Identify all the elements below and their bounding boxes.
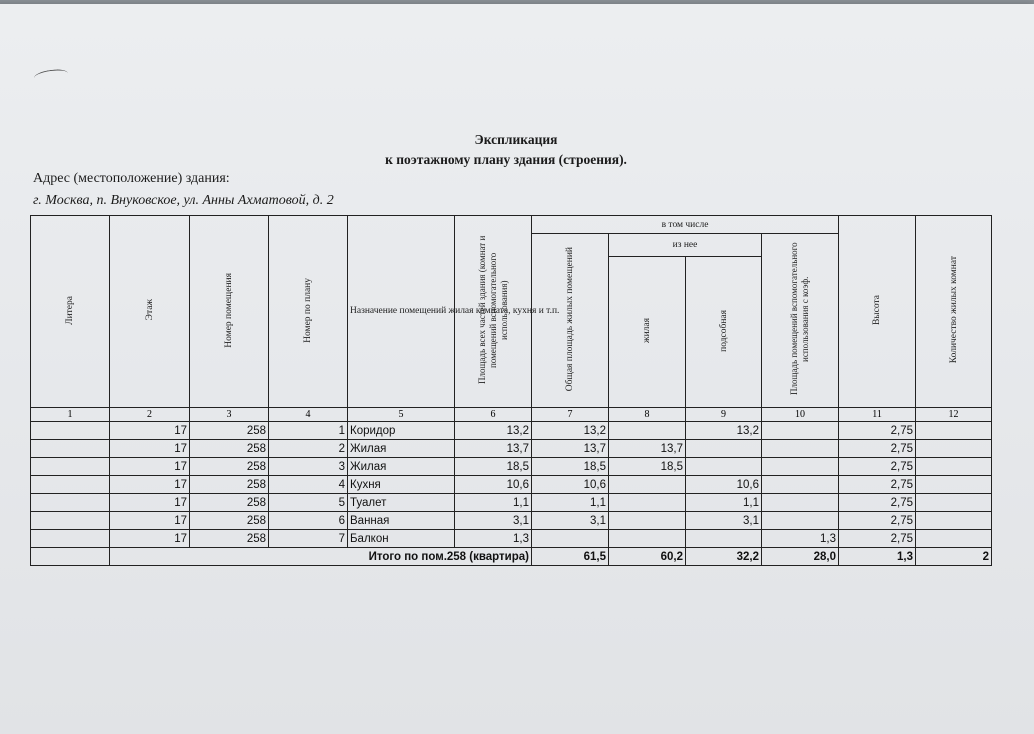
cell-aux-coef xyxy=(762,440,839,458)
cell-room: 258 xyxy=(190,458,269,476)
cell-area: 10,6 xyxy=(455,476,532,494)
column-number: 10 xyxy=(762,408,839,422)
cell-room: 258 xyxy=(190,476,269,494)
cell-litera xyxy=(31,476,110,494)
cell-floor: 17 xyxy=(110,440,190,458)
cell-living xyxy=(609,422,686,440)
cell-floor: 17 xyxy=(110,530,190,548)
cell-aux xyxy=(686,530,762,548)
cell-living xyxy=(609,530,686,548)
cell-aux: 10,6 xyxy=(686,476,762,494)
cell-living xyxy=(609,494,686,512)
table-row xyxy=(31,440,992,458)
total-living: 32,2 xyxy=(686,548,762,566)
cell-floor: 17 xyxy=(110,476,190,494)
cell-living-total: 13,7 xyxy=(532,440,609,458)
address-value: г. Москва, п. Внуковское, ул. Анны Ахматовой, д. 2 xyxy=(33,193,334,208)
header-total-area: Площадь всех частей здания (комнат и помещений вспомогательного использования) xyxy=(455,216,532,408)
cell-litera xyxy=(31,530,110,548)
cell-height: 2,75 xyxy=(839,458,916,476)
cell-name: Жилая xyxy=(348,458,455,476)
total-aux: 28,0 xyxy=(762,548,839,566)
document-title: Экспликация xyxy=(474,132,558,147)
cell-floor: 17 xyxy=(110,494,190,512)
cell-aux-coef xyxy=(762,476,839,494)
column-number: 5 xyxy=(348,408,455,422)
cell-name: Туалет xyxy=(348,494,455,512)
column-number: 1 xyxy=(31,408,110,422)
cell-plan: 5 xyxy=(269,494,348,512)
header-height: Высота xyxy=(839,216,916,408)
table-row xyxy=(31,530,992,548)
cell-room: 258 xyxy=(190,440,269,458)
column-number: 8 xyxy=(609,408,686,422)
header-living: жилая xyxy=(609,257,686,408)
column-number: 11 xyxy=(839,408,916,422)
cell-living-total: 3,1 xyxy=(532,512,609,530)
cell-floor: 17 xyxy=(110,458,190,476)
cell-plan: 3 xyxy=(269,458,348,476)
header-purpose: Назначение помещений жилая комната, кухня и т.п. xyxy=(348,216,455,408)
header-room-number: Номер помещения xyxy=(190,216,269,408)
total-living-total: 60,2 xyxy=(609,548,686,566)
cell-living xyxy=(609,512,686,530)
cell-area: 3,1 xyxy=(455,512,532,530)
column-number: 7 xyxy=(532,408,609,422)
cell-count xyxy=(916,422,992,440)
cell-living xyxy=(609,476,686,494)
cell-litera xyxy=(31,548,110,566)
header-rooms-count: Количество жилых комнат xyxy=(916,216,992,408)
cell-litera xyxy=(31,440,110,458)
cell-floor: 17 xyxy=(110,512,190,530)
cell-living-total: 10,6 xyxy=(532,476,609,494)
column-number: 4 xyxy=(269,408,348,422)
cell-height: 2,75 xyxy=(839,530,916,548)
cell-aux: 1,1 xyxy=(686,494,762,512)
address-label: Адрес (местоположение) здания: xyxy=(33,171,230,186)
cell-height: 2,75 xyxy=(839,476,916,494)
cell-aux: 13,2 xyxy=(686,422,762,440)
cell-area: 1,3 xyxy=(455,530,532,548)
cell-count xyxy=(916,476,992,494)
cell-height: 2,75 xyxy=(839,494,916,512)
cell-area: 18,5 xyxy=(455,458,532,476)
cell-aux-coef xyxy=(762,458,839,476)
cell-count xyxy=(916,440,992,458)
total-label: Итого по пом.258 (квартира) xyxy=(110,548,532,566)
total-count: 2 xyxy=(916,548,992,566)
cell-litera xyxy=(31,494,110,512)
cell-name: Балкон xyxy=(348,530,455,548)
header-floor: Этаж xyxy=(110,216,190,408)
cell-living-total: 18,5 xyxy=(532,458,609,476)
cell-living-total: 13,2 xyxy=(532,422,609,440)
table-row xyxy=(31,494,992,512)
header-litera: Литера xyxy=(31,216,110,408)
cell-count xyxy=(916,512,992,530)
header-of-which: из нее xyxy=(609,234,762,257)
cell-aux: 3,1 xyxy=(686,512,762,530)
cell-aux xyxy=(686,440,762,458)
cell-aux-coef xyxy=(762,422,839,440)
column-number: 9 xyxy=(686,408,762,422)
cell-litera xyxy=(31,512,110,530)
column-number: 3 xyxy=(190,408,269,422)
cell-aux-coef: 1,3 xyxy=(762,530,839,548)
cell-living: 18,5 xyxy=(609,458,686,476)
cell-aux-coef xyxy=(762,494,839,512)
cell-count xyxy=(916,458,992,476)
column-number: 6 xyxy=(455,408,532,422)
document-subtitle: к поэтажному плану здания (строения). xyxy=(385,152,627,167)
cell-name: Коридор xyxy=(348,422,455,440)
cell-living-total xyxy=(532,530,609,548)
cell-area: 1,1 xyxy=(455,494,532,512)
cell-area: 13,7 xyxy=(455,440,532,458)
cell-living: 13,7 xyxy=(609,440,686,458)
header-living-total: Общая площадь жилых помещений xyxy=(532,234,609,408)
cell-floor: 17 xyxy=(110,422,190,440)
cell-height: 2,75 xyxy=(839,440,916,458)
cell-aux-coef xyxy=(762,512,839,530)
total-row xyxy=(31,548,992,566)
cell-plan: 6 xyxy=(269,512,348,530)
cell-area: 13,2 xyxy=(455,422,532,440)
cell-room: 258 xyxy=(190,530,269,548)
cell-aux xyxy=(686,458,762,476)
header-auxiliary: подсобная xyxy=(686,257,762,408)
cell-name: Ванная xyxy=(348,512,455,530)
cell-height: 2,75 xyxy=(839,422,916,440)
cell-name: Жилая xyxy=(348,440,455,458)
cell-height: 2,75 xyxy=(839,512,916,530)
cell-plan: 1 xyxy=(269,422,348,440)
column-number: 12 xyxy=(916,408,992,422)
total-area: 61,5 xyxy=(532,548,609,566)
total-aux-coef: 1,3 xyxy=(839,548,916,566)
cell-living-total: 1,1 xyxy=(532,494,609,512)
header-plan-number: Номер по плану xyxy=(269,216,348,408)
column-number: 2 xyxy=(110,408,190,422)
cell-count xyxy=(916,494,992,512)
explication-table xyxy=(30,215,992,566)
cell-count xyxy=(916,530,992,548)
cell-room: 258 xyxy=(190,494,269,512)
cell-name: Кухня xyxy=(348,476,455,494)
table-row xyxy=(31,512,992,530)
cell-litera xyxy=(31,422,110,440)
table-row xyxy=(31,476,992,494)
cell-room: 258 xyxy=(190,422,269,440)
cell-plan: 7 xyxy=(269,530,348,548)
table-row xyxy=(31,422,992,440)
header-aux-coef: Площадь помещений вспомогательного использования с коэф. xyxy=(762,234,839,408)
cell-plan: 4 xyxy=(269,476,348,494)
cell-plan: 2 xyxy=(269,440,348,458)
cell-room: 258 xyxy=(190,512,269,530)
table-row xyxy=(31,458,992,476)
header-including: в том числе xyxy=(532,216,839,234)
cell-litera xyxy=(31,458,110,476)
